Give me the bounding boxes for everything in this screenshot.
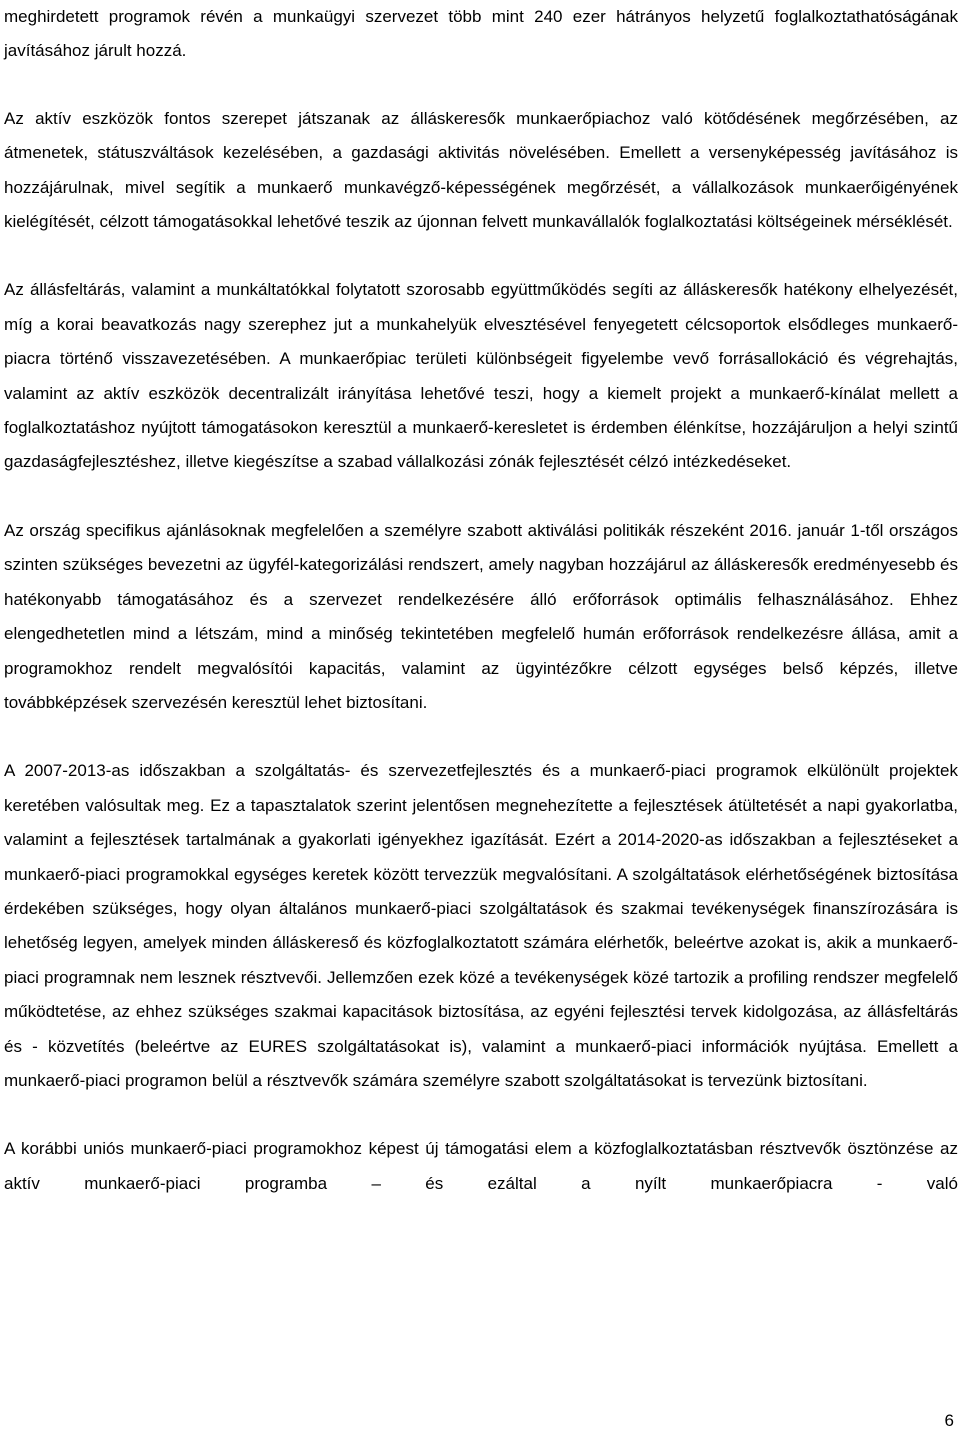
- paragraph-2: Az aktív eszközök fontos szerepet játszanak az álláskeresők munkaerőpiachoz való kötődésének megőrzésében, az átmenetek, státuszváltások kezelésében, a gazdasági aktivitás növelésében. Emellett a versenyképesség javításához is hozzájárulnak, mivel segítik a munkaerő munkavégző-képességének megőrzését, a vállalkozások munkaerőigényének kielégítését, célzott támogatásokkal lehetővé teszik az újonnan felvett munkavállalók foglalkoztatási költségeinek mérséklését.: [4, 108, 958, 232]
- paragraph-4: Az ország specifikus ajánlásoknak megfelelően a személyre szabott aktiválási politikák részeként 2016. január 1-től országos szinten szükséges bevezetni az ügyfél-kategorizálási rendszert, amely nagyban hozzájárul az álláskeresők eredményesebb és hatékonyabb támogatásához és a szervezet rendelkezésére álló erőforrások optimális felhasználásához. Ehhez elengedhetetlen mind a létszám, mind a minőség tekintetében megfelelő humán erőforrások rendelkezésre állása, amit a programokhoz rendelt megvalósítói kapacitás, valamint az ügyintézőkre célzott egységes belső képzés, illetve továbbképzések szervezésén keresztül lehet biztosítani.: [4, 520, 958, 712]
- paragraph-6: A korábbi uniós munkaerő-piaci programokhoz képest új támogatási elem a közfoglalkoztatásban résztvevők ösztönzése az aktív munkaerő-piaci programba – és ezáltal a nyílt munkaerőpiacra - való: [4, 1139, 958, 1193]
- paragraph-5: A 2007-2013-as időszakban a szolgáltatás- és szervezetfejlesztés és a munkaerő-piaci programok elkülönült projektek keretében valósultak meg. Ez a tapasztalatok szerint jelentősen megnehezítette a fejlesztések átültetését a napi gyakorlatba, valamint a fejlesztések tartalmának a gyakorlati igényekhez igazítását. Ezért a 2014-2020-as időszakban a fejlesztéseket a munkaerő-piaci programokkal egységes keretek között tervezzük megvalósítani. A szolgáltatások elérhetőségének biztosítása érdekében szükséges, hogy olyan általános munkaerő-piaci szolgáltatások és szakmai tevékenységek finanszírozására is lehetőség legyen, amelyek minden álláskereső és közfoglalkoztatott számára elérhetők, beleértve azokat is, akik a munkaerő-piaci programnak nem lesznek résztvevői. Jellemzően ezek közé a tevékenységek közé tartozik a profiling rendszer megfelelő működtetése, az ehhez szükséges szakmai kapacitások biztosítása, az egyéni fejlesztési tervek kidolgozása, az állásfeltárás és - közvetítés (beleértve az EURES szolgáltatásokat is), valamint a munkaerő-piaci információk nyújtása. Emellett a munkaerő-piaci programon belül a résztvevők számára személyre szabott szolgáltatásokat is tervezünk biztosítani.: [4, 761, 958, 1090]
- page-number: 6: [944, 1411, 954, 1430]
- paragraph-3: Az állásfeltárás, valamint a munkáltatókkal folytatott szorosabb együttműködés segíti az álláskeresők hatékony elhelyezését, míg a korai beavatkozás nagy szerephez jut a munkahelyük elvesztésével fenyegetett célcsoportok elsődleges munkaerő-piacra történő visszavezetésében. A munkaerőpiac területi különbségeit figyelembe vevő forrásallokáció és végrehajtás, valamint az aktív eszközök decentralizált irányítása lehetővé teszi, hogy a kiemelt projekt a munkaerő-kínálat mellett a foglalkoztatáshoz nyújtott támogatásokon keresztül a munkaerő-keresletet is érdemben élénkítse, hozzájáruljon a helyi szintű gazdaságfejlesztéshez, illetve kiegészítse a szabad vállalkozási zónák fejlesztését célzó intézkedéseket.: [4, 280, 958, 472]
- document-page: [4, 0, 958, 1201]
- paragraph-1: meghirdetett programok révén a munkaügyi szervezet több mint 240 ezer hátrányos helyzetű foglalkoztathatóságának javításához járult hozzá.: [4, 7, 958, 61]
